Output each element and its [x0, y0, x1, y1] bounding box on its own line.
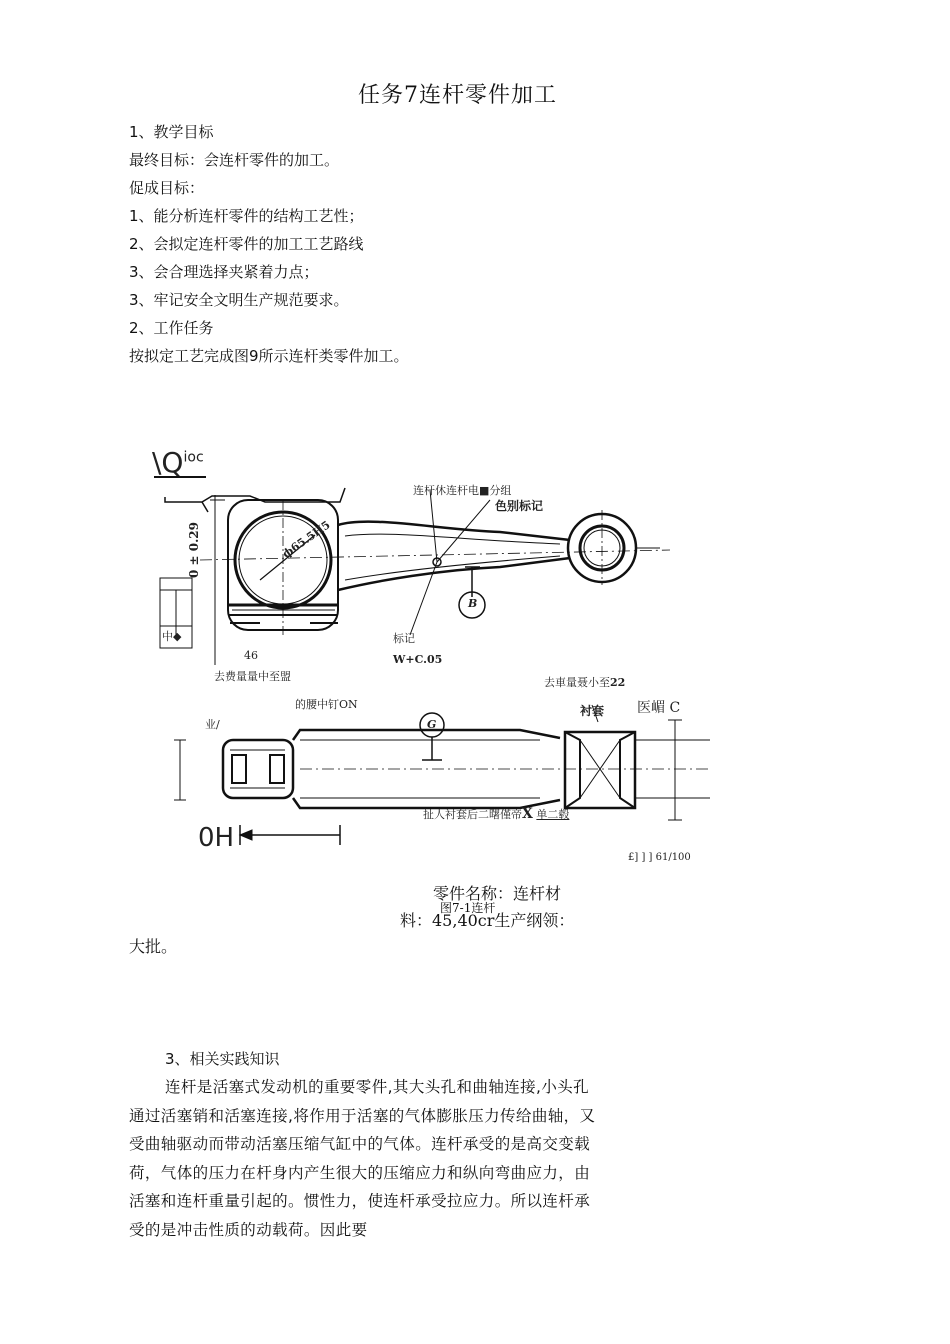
- top-left-label: $\backslash Q^{ioc}$: [152, 446, 204, 479]
- section-3-heading: 3、相关实践知识: [165, 1050, 280, 1068]
- callout-mark-label: 色别标记: [495, 499, 544, 513]
- dimension-46: 46: [244, 649, 258, 662]
- dimension-vertical: 0 ± 0.29: [187, 522, 201, 578]
- datum-b-label: B: [468, 597, 478, 610]
- cut-text: 的腰中钉ON: [295, 698, 358, 711]
- frame-symbol: 中◆: [162, 630, 182, 643]
- section-3-text: 连杆是活塞式发动机的重要零件,其大头孔和曲轴连接,小头孔通过活塞销和活塞连接,将作用于活塞的气体膨胀压力传给曲轴，又受曲轴驱动而带动活塞压缩气缸中的气体。连杆承受的是高交变载荷，气体的压力在杆身内产生很大的压缩应力和纵向弯曲应力，由活塞和连杆重量引起的。惯性力，使连杆承受拉应力。所以连杆承受的是冲击性质的动载荷。因此要: [129, 1078, 596, 1239]
- mark-label: 标记: [393, 632, 415, 645]
- press-note: 扯人衬套后二曙僅帝X 单二毂: [423, 806, 570, 822]
- note-right: 去車量聂小至22: [544, 676, 626, 689]
- bushing-label: 衬套: [580, 704, 605, 718]
- section-3-paragraph: [129, 1073, 599, 1244]
- final-goal-line: 最终目标：会连杆零件的加工。: [129, 151, 340, 169]
- goal-item-1: 1、能分析连杆零件的结构工艺性；: [129, 207, 364, 225]
- caption-line-3: 大批。: [129, 937, 178, 956]
- connecting-rod-drawing: [140, 440, 720, 870]
- heading-teaching-goals: 1、教学目标: [129, 123, 214, 141]
- goal-item-2: 2、会拟定连杆零件的加工工艺路线: [129, 235, 364, 253]
- side-big-end: [223, 740, 293, 798]
- work-task-line: 按拟定工艺完成图9所示连杆类零件加工。: [129, 347, 409, 365]
- tolerance-label: W+C.05: [393, 653, 443, 666]
- heading-work-task: 2、工作任务: [129, 319, 214, 337]
- datum-g-label: G: [427, 718, 437, 731]
- diameter-label: ϕ65.5H5: [280, 518, 333, 561]
- enabling-goals-label: 促成目标：: [129, 179, 205, 197]
- callout-group-label: 连杆休连杆电■分组: [413, 484, 512, 497]
- caption-overlap: 图7-1连杆: [440, 901, 496, 915]
- cut-text-right: 医嵋 C: [637, 700, 681, 716]
- zero-h-label: 0H: [198, 823, 235, 853]
- document-title: 任务7连杆零件加工: [358, 83, 557, 108]
- reference-code: £] ] ] 61/100: [628, 852, 691, 863]
- side-label: 业/: [205, 718, 220, 731]
- caption-line-1: 零件名称：连杆材: [433, 884, 562, 903]
- goal-item-3: 3、会合理选择夹紧着力点；: [129, 263, 319, 281]
- note-left: 去费量量中至盟: [214, 670, 291, 683]
- caption-line-2: 料：45,40cr生产纲领：: [400, 911, 575, 930]
- side-small-end: [565, 732, 635, 808]
- goal-item-4: 3、牢记安全文明生产规范要求。: [129, 291, 349, 309]
